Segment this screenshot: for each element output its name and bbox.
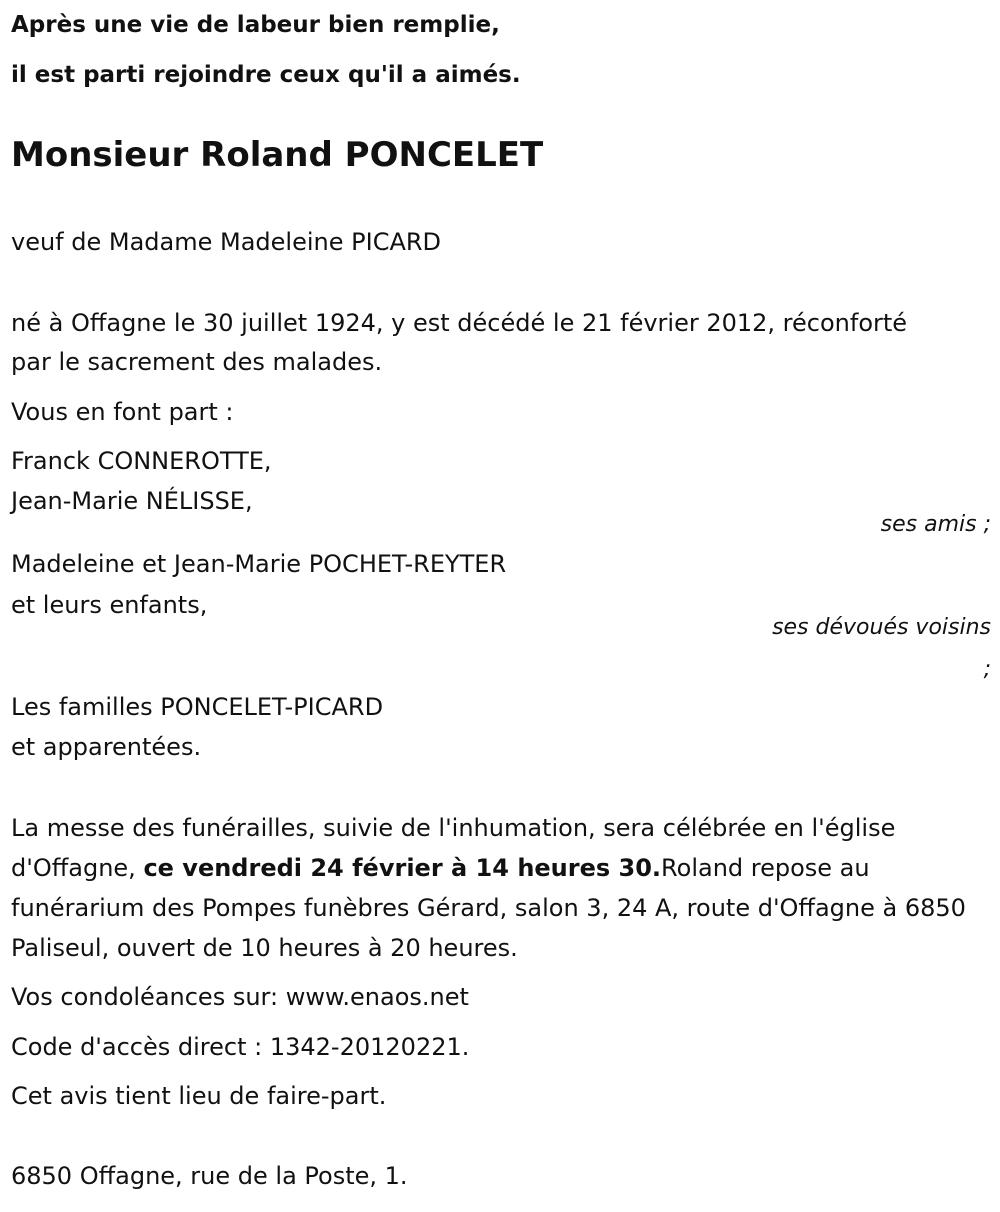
access-code-line: Code d'accès direct : 1342-20120221.	[11, 1033, 470, 1061]
funeral-text-after: Roland repose au funérarium des Pompes funèbres Gérard, salon 3, 24 A, route d'Offagne à 6850 Paliseul, ouvert de 10 heures à 20 heures.	[11, 854, 966, 962]
birth-death-line-2: par le sacrement des malades.	[11, 348, 383, 376]
condolences-line: Vos condoléances sur: www.enaos.net	[11, 983, 469, 1011]
address-line: 6850 Offagne, rue de la Poste, 1.	[11, 1162, 408, 1190]
families-line-2: et apparentées.	[11, 733, 202, 761]
neighbours-role-punctuation: ;	[983, 657, 991, 682]
neighbours-line-1: Madeleine et Jean-Marie POCHET-REYTER	[11, 550, 507, 578]
birth-death-line-1: né à Offagne le 30 juillet 1924, y est décédé le 21 février 2012, réconforté	[11, 309, 908, 337]
notice-line: Cet avis tient lieu de faire-part.	[11, 1082, 387, 1110]
friends-line-2: Jean-Marie NÉLISSE,	[11, 487, 253, 515]
funeral-details	[11, 808, 991, 968]
announcement-intro: Vous en font part :	[11, 398, 234, 426]
widower-line: veuf de Madame Madeleine PICARD	[11, 228, 442, 256]
friends-line-1: Franck CONNEROTTE,	[11, 447, 272, 475]
intro-line-2: il est parti rejoindre ceux qu'il a aimés.	[11, 62, 521, 88]
deceased-name: Monsieur Roland PONCELET	[11, 135, 544, 175]
obituary-notice	[11, 0, 991, 1212]
funeral-date-time: ce vendredi 24 février à 14 heures 30.	[143, 854, 662, 882]
funeral-text-before: La messe des funérailles, suivie de l'inhumation, sera célébrée en l'église d'Offagne,	[11, 814, 896, 882]
intro-line-1: Après une vie de labeur bien remplie,	[11, 12, 500, 38]
neighbours-role: ses dévoués voisins	[772, 615, 991, 640]
neighbours-line-2: et leurs enfants,	[11, 591, 208, 619]
families-line-1: Les familles PONCELET-PICARD	[11, 693, 384, 721]
friends-role: ses amis ;	[880, 512, 991, 537]
